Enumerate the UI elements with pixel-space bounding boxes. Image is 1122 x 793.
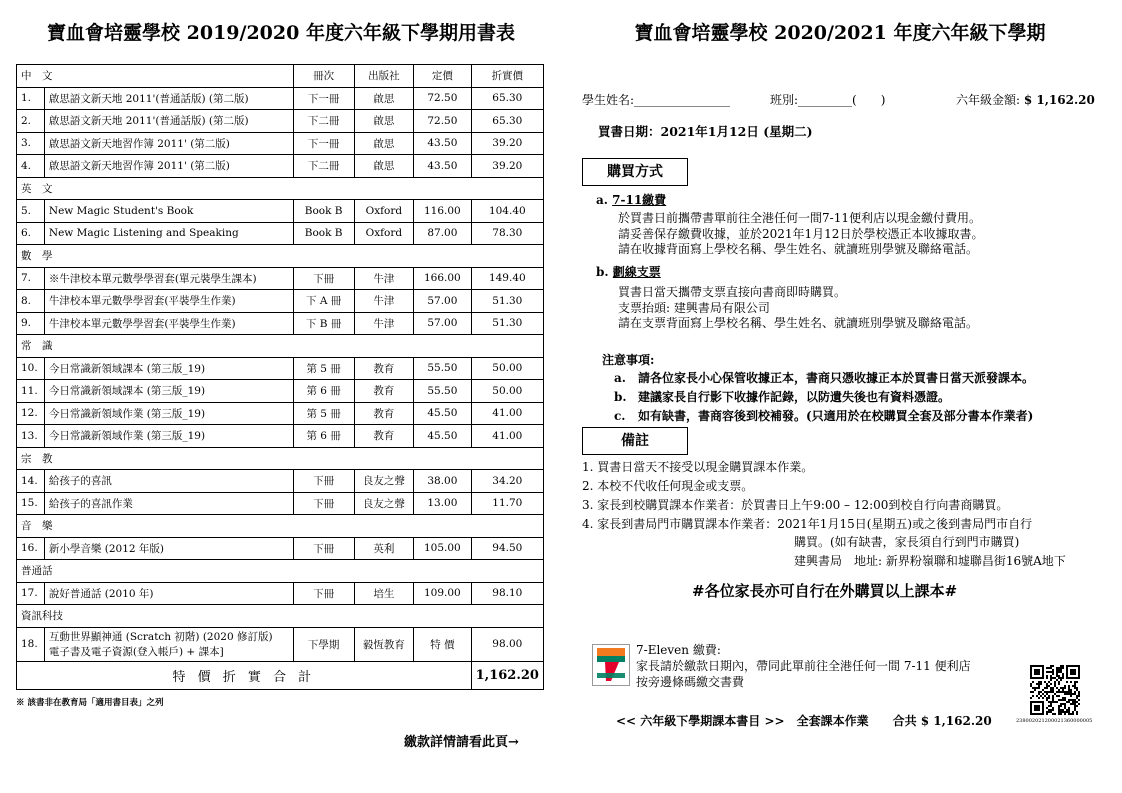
row-number: 9.: [17, 312, 45, 335]
method-a-name: 7-11繳費: [612, 193, 667, 207]
book-title-line1: 互動世界顯神通 (Scratch 初階) (2020 修訂版): [48, 631, 273, 643]
table-row: [17, 155, 544, 178]
book-publisher: 牛津: [354, 267, 413, 290]
row-number: 13.: [17, 425, 45, 448]
book-publisher: 牛津: [354, 312, 413, 335]
header-price: 定價: [414, 65, 472, 88]
row-number: 8.: [17, 290, 45, 313]
book-volume: 下冊: [293, 470, 354, 493]
footer-summary: << 六年級下學期課本書目 >> 全套課本作業 合共 $ 1,162.20: [616, 714, 992, 728]
book-title: [44, 627, 293, 661]
remark-4-cont: 購買。(如有缺書，家長須自行到門市購買): [794, 535, 1020, 549]
purchase-method-box: 購買方式: [582, 158, 688, 186]
table-row: [17, 425, 544, 448]
section-name: 英 文: [17, 177, 544, 200]
purchase-date: 買書日期：2021年1月12日 (星期二): [598, 124, 813, 139]
table-row: [17, 627, 544, 661]
method-b-line1: 買書日當天攜帶支票直接向書商即時購買。: [618, 285, 847, 299]
book-volume: Book B: [293, 200, 354, 223]
table-row: [17, 200, 544, 223]
table-row: [17, 222, 544, 245]
row-number: 15.: [17, 492, 45, 515]
book-price: 87.00: [414, 222, 472, 245]
remark-4: 4. 家長到書局門市購買課本作業者：2021年1月15日(星期五)或之後到書局門市自行: [582, 517, 1033, 531]
row-number: 2.: [17, 110, 45, 133]
booklist-panel: [16, 18, 546, 708]
remarks-box: 備註: [582, 427, 688, 455]
note-text: 建議家長自行影下收據作記錄，以防遺失後也有資料憑證。: [638, 390, 951, 404]
book-publisher: 啟思: [354, 155, 413, 178]
book-title: 給孩子的喜訊: [44, 470, 293, 493]
booklist-table: [16, 64, 544, 690]
section-row: [17, 245, 544, 268]
book-discount-price: 51.30: [471, 290, 543, 313]
book-price: 38.00: [414, 470, 472, 493]
book-title: 今日常識新領域作業 (第三版_19): [44, 425, 293, 448]
seven-eleven-icon: [593, 645, 629, 685]
row-number: 3.: [17, 132, 45, 155]
book-volume: 下一冊: [293, 132, 354, 155]
book-price: 57.00: [414, 290, 472, 313]
note-text: 請各位家長小心保管收據正本，書商只憑收據正本於買書日當天派發課本。: [638, 371, 1035, 385]
book-volume: 下一冊: [293, 87, 354, 110]
notes-title: 注意事項:: [602, 353, 655, 367]
seven-eleven-logo: [592, 644, 630, 686]
book-publisher: 教育: [354, 380, 413, 403]
amount-row: [956, 91, 1095, 108]
book-discount-price: 65.30: [471, 87, 543, 110]
section-row: [17, 335, 544, 358]
book-volume: 下冊: [293, 582, 354, 605]
book-volume: 下學期: [293, 627, 354, 661]
left-title: 寶血會培靈學校 2019/2020 年度六年級下學期用書表: [47, 22, 515, 44]
table-row: [17, 402, 544, 425]
table-row: [17, 582, 544, 605]
remark-2: 2. 本校不代收任何現金或支票。: [582, 479, 754, 493]
book-title: 牛津校本單元數學學習套(平裝學生作業): [44, 312, 293, 335]
row-number: 12.: [17, 402, 45, 425]
section-name: 常 識: [17, 335, 544, 358]
row-number: 6.: [17, 222, 45, 245]
book-discount-price: 149.40: [471, 267, 543, 290]
book-price: 43.50: [414, 155, 472, 178]
book-discount-price: 51.30: [471, 312, 543, 335]
book-discount-price: 41.00: [471, 425, 543, 448]
method-a-title: [596, 192, 666, 208]
row-number: 10.: [17, 357, 45, 380]
right-title: 寶血會培靈學校 2020/2021 年度六年級下學期: [634, 22, 1046, 44]
book-discount-price: 94.50: [471, 537, 543, 560]
note-mark: a.: [614, 371, 626, 385]
payment-qr-code: [1030, 665, 1080, 715]
book-price: 特 價: [414, 627, 472, 661]
seven-eleven-line1: 家長請於繳款日期內，帶同此單前往全港任何一間 7-11 便利店: [636, 659, 971, 673]
book-price: 55.50: [414, 380, 472, 403]
table-row: [17, 470, 544, 493]
table-row: [17, 492, 544, 515]
book-volume: 下二冊: [293, 110, 354, 133]
section-name: 數 學: [17, 245, 544, 268]
section-row: [17, 605, 544, 628]
note-text: 如有缺書，書商容後到校補發。(只適用於在校購買全套及部分書本作業者): [638, 409, 1034, 423]
book-price: 45.50: [414, 402, 472, 425]
seven-eleven-line2: 按旁邊條碼繳交書費: [636, 675, 745, 689]
book-price: 43.50: [414, 132, 472, 155]
remark-1: 1. 買書日當天不接受以現金購買課本作業。: [582, 460, 814, 474]
table-row: [17, 312, 544, 335]
book-title: 說好普通話 (2010 年): [44, 582, 293, 605]
book-title: New Magic Student's Book: [44, 200, 293, 223]
book-discount-price: 41.00: [471, 402, 543, 425]
section-row: [17, 515, 544, 538]
book-publisher: 教育: [354, 402, 413, 425]
section-name: 普通話: [17, 560, 544, 583]
book-publisher: 教育: [354, 357, 413, 380]
note-mark: b.: [614, 390, 627, 404]
footnote: ※ 該書非在教育局「適用書目表」之列: [16, 697, 164, 708]
method-b-title: [596, 264, 661, 280]
table-row: [17, 267, 544, 290]
note-mark: c.: [614, 409, 626, 423]
book-discount-price: 65.30: [471, 110, 543, 133]
book-publisher: 英利: [354, 537, 413, 560]
book-publisher: 培生: [354, 582, 413, 605]
book-publisher: 牛津: [354, 290, 413, 313]
row-number: 11.: [17, 380, 45, 403]
section-row: [17, 65, 544, 88]
book-price: 72.50: [414, 110, 472, 133]
book-discount-price: 98.00: [471, 627, 543, 661]
book-title: 給孩子的喜訊作業: [44, 492, 293, 515]
row-number: 1.: [17, 87, 45, 110]
section-name: 資訊科技: [17, 605, 544, 628]
table-row: [17, 380, 544, 403]
book-volume: 第 6 冊: [293, 425, 354, 448]
book-title: 啟思語文新天地 2011'(普通話版) (第二版): [44, 110, 293, 133]
amount-label: 六年級金額:: [956, 93, 1024, 107]
book-discount-price: 104.40: [471, 200, 543, 223]
method-a-line3: 請在收據背面寫上學校名稱、學生姓名、就讀班別學號及聯絡電話。: [618, 242, 979, 256]
book-price: 57.00: [414, 312, 472, 335]
book-title: 今日常識新領域作業 (第三版_19): [44, 402, 293, 425]
book-discount-price: 50.00: [471, 380, 543, 403]
book-price: 116.00: [414, 200, 472, 223]
class-field: 班別:_________( ): [770, 93, 886, 107]
book-publisher: 良友之聲: [354, 492, 413, 515]
book-volume: 下冊: [293, 492, 354, 515]
book-publisher: Oxford: [354, 200, 413, 223]
book-discount-price: 78.30: [471, 222, 543, 245]
book-title-line2: 電子書及電子資源(登入帳戶) + 課本]: [48, 646, 224, 658]
book-volume: Book B: [293, 222, 354, 245]
total-label: 特 價 折 實 合 計: [17, 661, 472, 689]
section-name: 宗 教: [17, 447, 544, 470]
book-volume: 第 5 冊: [293, 402, 354, 425]
section-row: [17, 560, 544, 583]
book-volume: 下 B 冊: [293, 312, 354, 335]
book-title: New Magic Listening and Speaking: [44, 222, 293, 245]
book-price: 13.00: [414, 492, 472, 515]
book-title: 今日常識新領域課本 (第三版_19): [44, 380, 293, 403]
table-row: [17, 87, 544, 110]
method-a-line1: 於買書日前攜帶書單前往全港任何一間7-11便利店以現金繳付費用。: [618, 211, 981, 225]
row-number: 18.: [17, 627, 45, 661]
book-title: 啟思語文新天地 2011'(普通話版) (第二版): [44, 87, 293, 110]
book-volume: 下冊: [293, 267, 354, 290]
book-price: 72.50: [414, 87, 472, 110]
header-discount: 折實價: [471, 65, 543, 88]
row-number: 17.: [17, 582, 45, 605]
book-publisher: 教育: [354, 425, 413, 448]
header-volume: 冊次: [293, 65, 354, 88]
book-publisher: 啟思: [354, 110, 413, 133]
book-title: 牛津校本單元數學學習套(平裝學生作業): [44, 290, 293, 313]
book-price: 45.50: [414, 425, 472, 448]
book-volume: 下冊: [293, 537, 354, 560]
bookstore-address: 建興書局 地址: 新界粉嶺聯和墟聯昌街16號A地下: [794, 554, 1066, 568]
seven-eleven-title: 7-Eleven 繳費:: [636, 643, 721, 657]
book-title: 啟思語文新天地習作簿 2011' (第二版): [44, 132, 293, 155]
book-volume: 下二冊: [293, 155, 354, 178]
book-publisher: 啟思: [354, 132, 413, 155]
book-volume: 第 6 冊: [293, 380, 354, 403]
book-price: 166.00: [414, 267, 472, 290]
method-b-line3: 請在支票背面寫上學校名稱、學生姓名、就讀班別學號及聯絡電話。: [618, 316, 979, 330]
amount-value: $ 1,162.20: [1023, 93, 1095, 107]
header-publisher: 出版社: [354, 65, 413, 88]
table-row: [17, 290, 544, 313]
book-discount-price: 39.20: [471, 132, 543, 155]
total-value: 1,162.20: [471, 661, 543, 689]
row-number: 16.: [17, 537, 45, 560]
book-title: ※牛津校本單元數學學習套(單元裝學生課本): [44, 267, 293, 290]
barcode-number: 238002021200021360000005: [1016, 718, 1093, 724]
book-title: 今日常識新領域課本 (第三版_19): [44, 357, 293, 380]
total-row: [17, 661, 544, 689]
slogan: #各位家長亦可自行在外購買以上課本#: [692, 582, 958, 600]
book-publisher: 良友之聲: [354, 470, 413, 493]
row-number: 5.: [17, 200, 45, 223]
book-title: 新小學音樂 (2012 年版): [44, 537, 293, 560]
method-b-line2: 支票抬頭: 建興書局有限公司: [618, 301, 770, 315]
student-name-field: 學生姓名:________________: [582, 93, 731, 107]
method-b-name: 劃線支票: [612, 265, 661, 279]
table-row: [17, 537, 544, 560]
row-number: 14.: [17, 470, 45, 493]
book-discount-price: 39.20: [471, 155, 543, 178]
book-price: 55.50: [414, 357, 472, 380]
method-a-line2: 請妥善保存繳費收據，並於2021年1月12日於學校憑正本收據取書。: [618, 227, 984, 241]
book-publisher: 啟思: [354, 87, 413, 110]
table-row: [17, 110, 544, 133]
method-b-prefix: b.: [596, 265, 613, 279]
section-row: [17, 447, 544, 470]
method-a-prefix: a.: [596, 193, 613, 207]
book-discount-price: 50.00: [471, 357, 543, 380]
pay-detail-hint: 繳款詳情請看此頁→: [404, 735, 519, 750]
book-volume: 下 A 冊: [293, 290, 354, 313]
remark-3: 3. 家長到校購買課本作業者：於買書日上午9:00 – 12:00到校自行向書商購買。: [582, 498, 1009, 512]
book-discount-price: 11.70: [471, 492, 543, 515]
book-price: 105.00: [414, 537, 472, 560]
book-volume: 第 5 冊: [293, 357, 354, 380]
table-row: [17, 132, 544, 155]
table-row: [17, 357, 544, 380]
row-number: 4.: [17, 155, 45, 178]
book-title: 啟思語文新天地習作簿 2011' (第二版): [44, 155, 293, 178]
section-row: [17, 177, 544, 200]
section-name: 中 文: [17, 65, 294, 88]
row-number: 7.: [17, 267, 45, 290]
book-discount-price: 34.20: [471, 470, 543, 493]
book-publisher: 毅恆教育: [354, 627, 413, 661]
book-publisher: Oxford: [354, 222, 413, 245]
book-discount-price: 98.10: [471, 582, 543, 605]
section-name: 音 樂: [17, 515, 544, 538]
book-price: 109.00: [414, 582, 472, 605]
info-panel: [580, 18, 1100, 728]
